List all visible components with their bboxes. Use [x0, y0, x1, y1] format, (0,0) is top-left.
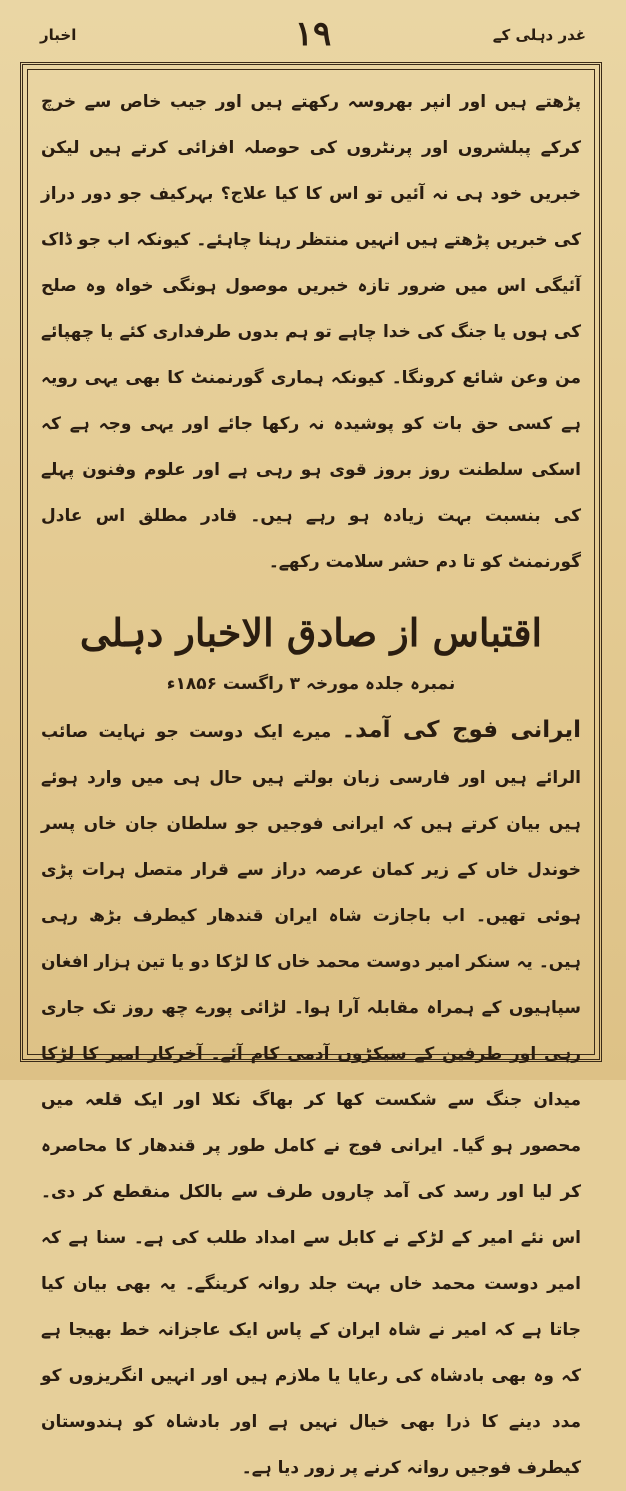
- page-number: ۱۹: [294, 14, 332, 54]
- running-title-continued: اخبار: [40, 26, 77, 44]
- running-title: غدر دہلی کے: [492, 26, 586, 44]
- paragraph-article: [41, 707, 581, 1491]
- page-header: [40, 14, 586, 54]
- paragraph-intro: پڑھتے ہیں اور انپر بھروسہ رکھتے ہیں اور جیب خاص سے خرچ کرکے پبلشروں اور پرنٹروں کی حوصلہ افزائی کرتے ہیں لیکن خبریں خود ہی نہ آئیں تو اس کا کیا علاج؟ بہرکیف جو دور دراز کی خبریں پڑھتے ہیں انہیں منتظر رہنا چاہئے۔ کیونکہ اب جو ڈاک آئیگی اس میں ضرور تازہ خبریں موصول ہونگی خواہ وہ صلح کی ہوں یا جنگ کی خدا چاہے تو ہم بدوں طرفداری کئے یا چھپائے من وعن شائع کرونگا۔ کیونکہ ہماری گورنمنٹ کا بھی یہی رویہ ہے کسی حق بات کو پوشیدہ نہ رکھا جائے اور یہی وجہ ہے کہ اسکی سلطنت روز بروز قوی ہو رہی ہے اور علوم وفنون پہلے کی بنسبت بہت زیادہ ہو رہے ہیں۔ قادر مطلق اس عادل گورنمنٹ کو تا دم حشر سلامت رکھے۔: [41, 92, 581, 572]
- article-body: میرے ایک دوست جو نہایت صائب الرائے ہیں اور فارسی زبان بولتے ہیں حال ہی میں وارد ہوئے ہیں بیان کرتے ہیں کہ ایرانی فوجیں جو سلطان جان خاں پسر خوندل خاں کے زیر کمان عرصہ دراز سے قرار متصل ہرات پڑی ہوئی تھیں۔ اب باجازت شاہ ایران قندھار کیطرف بڑھ رہی ہیں۔ یہ سنکر امیر دوست محمد خاں کا لڑکا دو یا تین ہزار افغان سپاہیوں کے ہمراہ مقابلہ آرا ہوا۔ لڑائی پورے چھ روز تک جاری رہی اور طرفین کے سیکڑوں آدمی کام آئے۔ آخرکار امیر کا لڑکا میدان جنگ سے شکست کھا کر بھاگ نکلا اور ایک قلعہ میں محصور ہو گیا۔ ایرانی فوج نے کامل طور پر قندھار کا محاصرہ کر لیا اور رسد کی آمد چاروں طرف سے بالکل منقطع کر دی۔ اس نئے امیر کے لڑکے نے کابل سے امداد طلب کی ہے۔ سنا ہے کہ امیر دوست محمد خاں بہت جلد روانہ کرینگے۔ یہ بھی بیان کیا جاتا ہے کہ امیر نے شاہ ایران کے پاس ایک عاجزانہ خط بھیجا ہے کہ وہ بھی بادشاہ کی رعایا یا ملازم ہیں اور انہیں انگریزوں کو مدد دینے کا ذرا بھی خیال نہیں ہے اور بادشاہ کو ہندوستان کیطرف فوجیں روانہ کرنے پر زور دیا ہے۔: [41, 722, 581, 1478]
- page-content: [41, 79, 582, 1478]
- article-heading: ایرانی فوج کی آمد۔: [341, 717, 582, 743]
- issue-line: نمبرہ جلدہ مورخہ ۳ راگست ۱۸۵۶ء: [166, 674, 456, 694]
- page-border: [20, 62, 602, 1478]
- section-title: اقتباس از صادق الاخبار دہلی: [79, 610, 543, 655]
